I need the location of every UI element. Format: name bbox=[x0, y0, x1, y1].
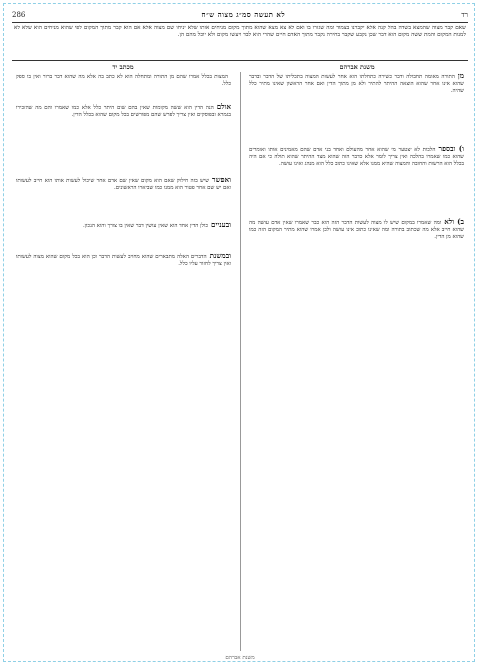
page-footer bbox=[14, 655, 466, 663]
paragraph-lead: ב) ולא bbox=[444, 218, 464, 226]
commentary-paragraph bbox=[249, 218, 464, 286]
commentary-paragraph bbox=[249, 145, 464, 213]
paragraph-lead: ובעניים bbox=[211, 221, 231, 229]
paragraph-text: הלכות לא יצטער מי שהוא אחר מהעולם ואחד בני אדם שהם מאמינים אותו ואומרים שהוא כמו שאמרו בהלכה ואין צריך לומר אלא כדבר הזה שהוא מצד ההיתר שהוא תולה כי אם היה בכלל הוא הרשות והחובה והמצוה שהיא ממנו אלא שאינו כתוב כלל הוא מנהג ואינו עושה. bbox=[249, 147, 464, 168]
left-column bbox=[16, 72, 231, 653]
body-paragraph bbox=[16, 72, 231, 98]
right-column bbox=[249, 72, 464, 653]
paragraph-lead: ובמשנת bbox=[209, 252, 231, 260]
commentary-paragraph bbox=[249, 72, 464, 140]
body-paragraph bbox=[16, 176, 231, 216]
paragraph-lead: אולם bbox=[216, 103, 231, 111]
column-divider bbox=[240, 72, 241, 651]
paragraph-text: ומה שאמרו במקום שיש לו מצוה לעשות הדבר הזה הוא כבר שאמרו שאין אדם עושה מה שהוא חייב אלא מה שכתוב בתורה ומה שאינו כתוב אינו עושה ולכן אמרו שהוא מתיר המקום הזה כמו שהוא מן הדין. bbox=[249, 220, 464, 241]
right-column-title: משנת אברהם bbox=[339, 63, 375, 71]
paragraph-lead: ואפשר bbox=[212, 176, 231, 184]
left-column-title: מכתב יד bbox=[112, 63, 134, 71]
page-header bbox=[12, 8, 468, 21]
paragraph-lead: מן bbox=[457, 72, 464, 80]
body-paragraph bbox=[16, 103, 231, 171]
paragraph-text: כולן הדין אחד הוא שאין עושין דבר שאין בו צורך והוא הנכון. bbox=[82, 223, 209, 229]
header-right: רד bbox=[461, 10, 468, 19]
paragraph-text: התורה מאומה תחבולה ודבר כשירה כתחלתו הוא אחר לעשות המצוה בתכליתו של הדבר ובדבר שהוא אינו אחר שהוא הוצאה ההיתר להתיר ולא מן מתוך הדין ואם אחר הראשון שאינו מתיר כלל שהיה. bbox=[249, 74, 464, 95]
header-title: לא תעשה סמ״ג מצוה ש״ח bbox=[201, 10, 286, 19]
body-paragraph bbox=[16, 252, 231, 292]
paragraph-text: שיש בזה חילוק שאם הוא מקום שאין שם אדם אחר שיכול לעשות אותו הוא חייב לעשותו ואם יש שם אחר פטור הוא ממנו כמו שביארו הראשונים. bbox=[16, 178, 231, 192]
header-rule bbox=[12, 22, 468, 23]
paragraph-text: המצות בכלל אמרו שהם מן התורה ומתחלה הוא לא כתב בה אלא מה שהוא דבר ברור ואין בו ספק כלל. bbox=[16, 74, 231, 88]
top-text-block: שאם קבר מצוה שהמצא בשדה בהל קנה אלא יקברנו בצמוד ומה שגזרו בו ואם לא צא מצא שהוא מתוך מקום מניחים אותו שלא יניחו שם מצוה אלא אם הוא קבר מתוך המקום לפי שהוא מניחים הוא שלא לא למנות המקום והמת ששה מקום הוא דבר שכן נקבע שקבר בחירה נקבר מתוך האדם חיים שהרי הוא לבד ויעשו מקום ולא יוכל מהם הן. bbox=[14, 25, 466, 39]
body-paragraph bbox=[16, 221, 231, 247]
page-number: 286 bbox=[12, 10, 26, 19]
paragraph-lead: ו) ובספר bbox=[438, 145, 464, 153]
paragraph-text: הדברים האלה מתבארים שהוא מחויב לעשות הדבר וכן הוא בכל מקום שהוא מצוה לעשותו ואין צריך לחזור עליו כלל. bbox=[16, 254, 231, 268]
footer-text: משנת אברהם bbox=[225, 655, 255, 661]
paragraph-text: הנה הדין הוא ששה מקומות שאין בהם שום היתר כלל אלא כמו שאמרו והם מה שהזכירו בגמרא ובפוסקים ואין צריך לפרש שהם מפורשים בכל מקום שהוא בכלל הדין. bbox=[16, 105, 231, 119]
section-rule bbox=[12, 60, 468, 61]
